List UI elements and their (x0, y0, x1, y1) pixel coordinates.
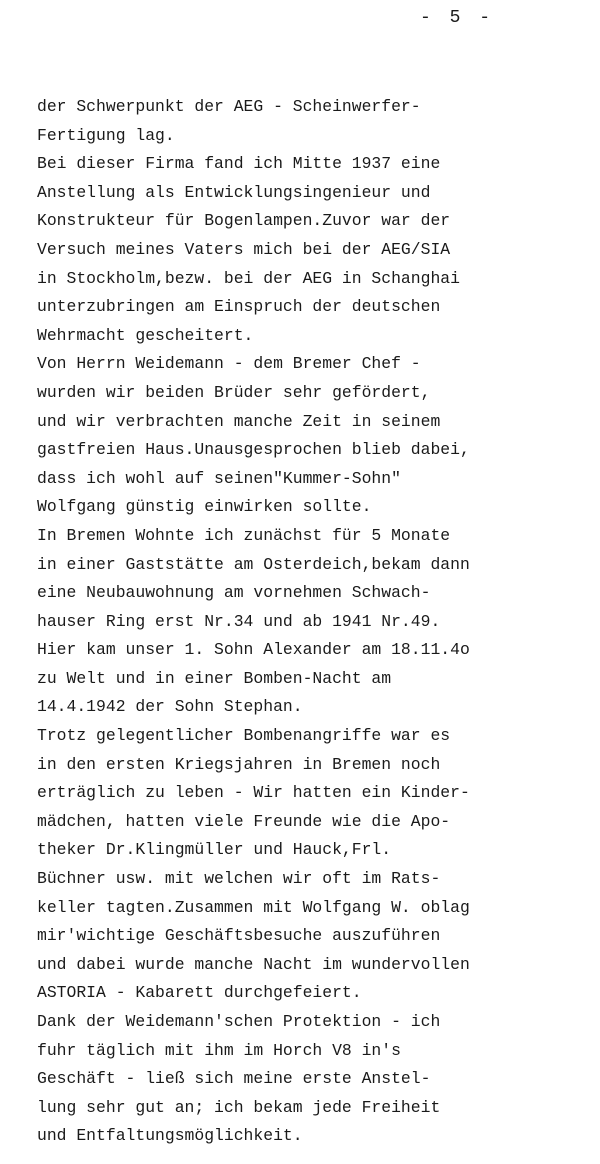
text-line: eine Neubauwohnung am vornehmen Schwach- (37, 583, 431, 603)
text-line: Wolfgang günstig einwirken sollte. (37, 497, 372, 517)
text-line: zu Welt und in einer Bomben-Nacht am (37, 668, 392, 688)
text-line: gastfreien Haus.Unausgesprochen blieb dabei, (37, 440, 470, 460)
text-line: Anstellung als Entwicklungsingenieur und (37, 182, 431, 202)
body-text (37, 93, 470, 1151)
text-line: mir'wichtige Geschäftsbesuche auszuführen (37, 926, 441, 946)
text-line: fuhr täglich mit ihm im Horch V8 in's (37, 1040, 401, 1060)
text-line: Hier kam unser 1. Sohn Alexander am 18.11.4o (37, 640, 470, 660)
text-line: und wir verbrachten manche Zeit in seinem (37, 411, 441, 431)
text-line: Fertigung lag. (37, 125, 175, 145)
text-line: der Schwerpunkt der AEG - Scheinwerfer- (37, 97, 421, 116)
text-line: wurden wir beiden Brüder sehr gefördert, (37, 382, 431, 402)
text-line: in einer Gaststätte am Osterdeich,bekam dann (37, 554, 470, 574)
text-line: In Bremen Wohnte ich zunächst für 5 Monate (37, 525, 451, 545)
text-line: dass ich wohl auf seinen"Kummer-Sohn" (37, 468, 401, 488)
text-line: Trotz gelegentlicher Bombenangriffe war es (37, 726, 451, 746)
text-line: 14.4.1942 der Sohn Stephan. (37, 697, 303, 717)
page-number: - 5 - (420, 8, 495, 28)
text-line: mädchen, hatten viele Freunde wie die Apo- (37, 811, 451, 831)
text-line: und dabei wurde manche Nacht im wundervollen (37, 954, 470, 974)
text-line: und Entfaltungsmöglichkeit. (37, 1126, 303, 1146)
text-line: Von Herrn Weidemann - dem Bremer Chef - (37, 354, 421, 374)
text-line: ASTORIA - Kabarett durchgefeiert. (37, 983, 362, 1003)
text-line: Dank der Weidemann'schen Protektion - ich (37, 1012, 441, 1031)
text-line: erträglich zu leben - Wir hatten ein Kinder- (37, 783, 470, 803)
text-line: theker Dr.Klingmüller und Hauck,Frl. (37, 840, 392, 860)
text-line: Wehrmacht gescheitert. (37, 325, 254, 345)
text-line: unterzubringen am Einspruch der deutschen (37, 297, 441, 317)
text-line: Geschäft - ließ sich meine erste Anstel- (37, 1069, 431, 1089)
text-line: lung sehr gut an; ich bekam jede Freiheit (37, 1097, 441, 1117)
text-line: keller tagten.Zusammen mit Wolfgang W. oblag (37, 897, 470, 917)
text-line: Bei dieser Firma fand ich Mitte 1937 eine (37, 154, 441, 174)
text-line: hauser Ring erst Nr.34 und ab 1941 Nr.49. (37, 611, 441, 631)
text-line: Konstrukteur für Bogenlampen.Zuvor war der (37, 211, 451, 231)
text-line: Büchner usw. mit welchen wir oft im Rats- (37, 869, 441, 889)
text-line: in den ersten Kriegsjahren in Bremen noch (37, 754, 441, 774)
text-line: in Stockholm,bezw. bei der AEG in Schanghai (37, 268, 460, 288)
text-line: Versuch meines Vaters mich bei der AEG/SIA (37, 239, 451, 259)
